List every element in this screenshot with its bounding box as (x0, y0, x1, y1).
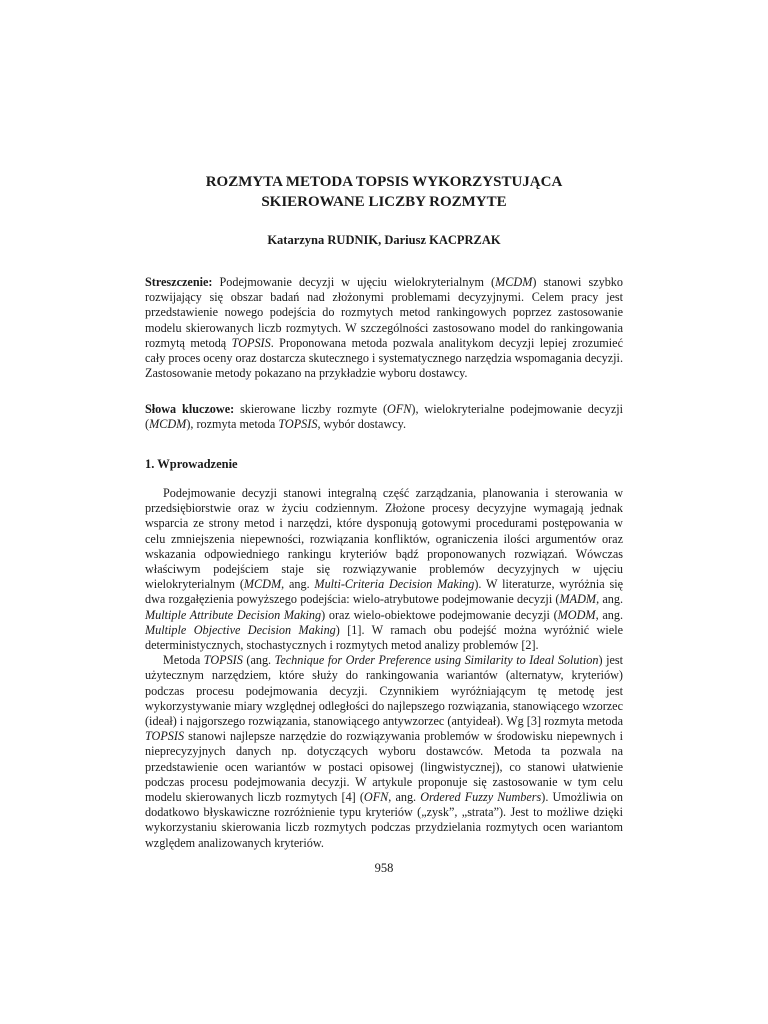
title-line-1: ROZMYTA METODA TOPSIS WYKORZYSTUJĄCA (205, 174, 563, 190)
paragraph-text: , ang. (596, 592, 623, 607)
paragraph-text: ) [1]. W ramach obu podejść można wyróżnić wiele deterministycznych, stochastycznych i rozmytych metod analizy problemów [2]. (145, 622, 623, 653)
paragraph-text: stanowi najlepsze narzędzie do rozwiązywania problemów w środowisku niepewnych i nieprecyzyjnych danych np. dotyczących wyboru dostawców. Metoda ta pozwala na przedstawienie ocen wariantów w postaci opisowej (lingwistycznej), co stanowi ułatwienie podczas procesu podejmowania decyzji. W artykule proponuje się zastosowanie w tym celu modelu skierowanych liczb rozmytych [4] ( (145, 729, 623, 805)
keywords-text: ), rozmyta metoda (186, 417, 279, 432)
paper-title (0, 172, 768, 212)
paragraph-text: Podejmowanie decyzji stanowi integralną część zarządzania, planowania i sterowania w przedsiębiorstwie oraz w życiu codziennym. Złożone procesy decyzyjne wymagają jednak wsparcia ze strony metod i narzędzi, które dysponują gotowymi procedurami postępowania w celu zmniejszenia niepewności, rozwiązania konfliktów, ograniczenia ilości argumentów oraz wskazania odpowiedniego rankingu kryteriów bądź proponowanych rozwiązań. Wówczas właściwym podejściem staje się rozwiązywanie problemów decyzyjnych w ujęciu wielokryterialnym ( (145, 486, 623, 592)
abstract-text: Podejmowanie decyzji w ujęciu wielokryterialnym ( (212, 275, 496, 289)
paragraph-text: Metoda (163, 653, 204, 668)
paragraph-term: OFN (363, 790, 389, 805)
paragraph-term: MCDM (243, 577, 282, 592)
paragraph-text: , ang. (595, 607, 623, 622)
paragraph-term: Technique for Order Preference using Similarity to Ideal Solution (274, 653, 599, 668)
page-number: 958 (374, 861, 394, 875)
paragraph-term: Multiple Objective Decision Making (145, 622, 336, 637)
keywords-term: MCDM (149, 417, 187, 432)
keywords-text: skierowane liczby rozmyte ( (234, 402, 388, 416)
authors: Katarzyna RUDNIK, Dariusz KACPRZAK (267, 233, 501, 247)
section-heading: 1. Wprowadzenie (145, 457, 238, 471)
title-line-2: SKIEROWANE LICZBY ROZMYTE (261, 194, 507, 210)
paragraph-term: Ordered Fuzzy Numbers (420, 790, 542, 805)
paragraph-term: MADM (559, 592, 597, 607)
keywords (145, 402, 623, 432)
paragraph-2 (145, 653, 623, 851)
keywords-text: , wybór dostawcy. (317, 417, 407, 432)
abstract (145, 275, 623, 381)
paragraph-term: Multi-Criteria Decision Making (314, 577, 475, 592)
keywords-term: TOPSIS (278, 417, 318, 432)
paragraph-term: MODM (557, 607, 596, 622)
paragraph-1 (145, 486, 623, 653)
abstract-term: MCDM (495, 275, 533, 289)
abstract-label: Streszczenie: (145, 275, 213, 289)
abstract-text: ) stanowi szybko rozwijający się obszar badań nad złożonymi problemami decyzyjnymi. Celem pracy jest przedstawienie nowego podejścia do rozmytych metod rankingowych poprzez zastosowanie modelu skierowanych liczb rozmytych. W szczególności zastosowano model do rankingowania rozmytą metodą (145, 275, 623, 350)
paragraph-text: ) oraz wielo-obiektowe podejmowanie decyzji ( (321, 607, 558, 622)
paragraph-term: TOPSIS (145, 729, 185, 744)
paragraph-text: ). W literaturze, wyróżnia się dwa rozgałęzienia powyższego podejścia: wielo-atrybutowe podejmowanie decyzji ( (145, 577, 623, 607)
abstract-text: . Proponowana metoda pozwala analitykom decyzji lepiej zrozumieć cały proces oceny oraz dostarcza skutecznego i systematycznego narzędzia wspomagania decyzji. Zastosowanie metody pokazano na przykładzie wyboru dostawcy. (145, 335, 623, 381)
paragraph-text: (ang. (242, 653, 275, 668)
paragraph-term: TOPSIS (203, 653, 243, 668)
paragraph-text: , ang. (281, 577, 315, 592)
keywords-term: OFN (387, 402, 412, 416)
abstract-term: TOPSIS (231, 335, 271, 350)
keywords-label: Słowa kluczowe: (145, 402, 235, 416)
body-text (145, 486, 623, 851)
paragraph-text: ). Umożliwia on dodatkowo błyskawiczne rozróżnienie typu kryteriów („zysk”, „strata”). Jest to możliwe dzięki wykorzystaniu skierowania liczb rozmytych podczas przydzielania rozmytych ocen wariantom względem analizowanych kryteriów. (145, 790, 623, 850)
paragraph-text: , ang. (388, 790, 421, 805)
paragraph-text: ) jest użytecznym narzędziem, które służy do rankingowania wariantów (alternatyw, kryteriów) podczas procesu podejmowania decyzji. Czynnikiem wyróżniającym tę metodę jest wykorzystywanie miary względnej odległości do najlepszego rozwiązania, stanowiącego wzorzec (ideał) i najgorszego rozwiązania, stanowiącego antywzorzec (antyideał). Wg [3] rozmyta metoda (145, 653, 624, 729)
paragraph-term: Multiple Attribute Decision Making (145, 607, 322, 622)
keywords-text: ), wielokryterialne podejmowanie decyzji ( (145, 402, 623, 432)
